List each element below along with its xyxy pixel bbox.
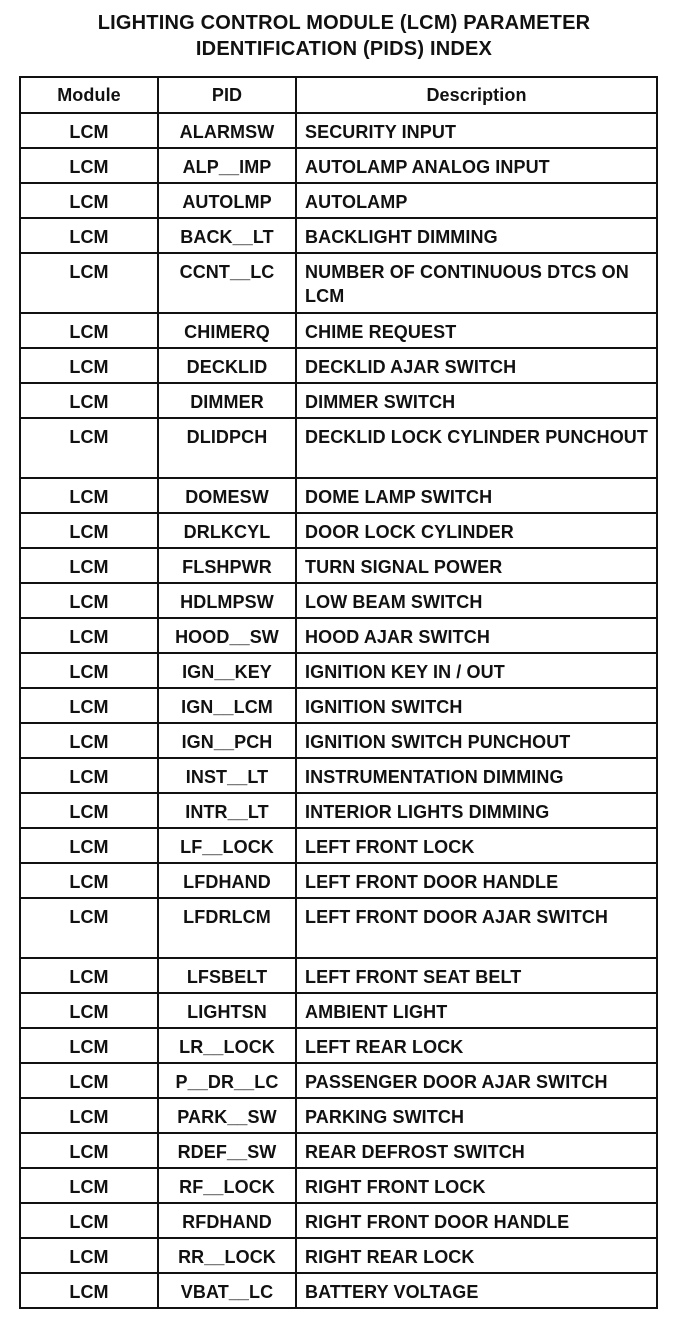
table-row [20,1133,657,1168]
cell-pid: DLIDPCH [158,418,296,478]
cell-description: IGNITION SWITCH [296,688,657,723]
cell-module: LCM [20,1238,158,1273]
cell-pid: RDEF__SW [158,1133,296,1168]
table-row [20,958,657,993]
table-row [20,1273,657,1308]
cell-module: LCM [20,993,158,1028]
column-header-description: Description [296,77,657,113]
cell-description: AUTOLAMP [296,183,657,218]
cell-description: PASSENGER DOOR AJAR SWITCH [296,1063,657,1098]
cell-module: LCM [20,548,158,583]
cell-description: HOOD AJAR SWITCH [296,618,657,653]
table-row [20,1238,657,1273]
cell-pid: DIMMER [158,383,296,418]
cell-module: LCM [20,513,158,548]
cell-pid: BACK__LT [158,218,296,253]
table-row [20,723,657,758]
cell-module: LCM [20,1028,158,1063]
cell-module: LCM [20,1063,158,1098]
cell-pid: P__DR__LC [158,1063,296,1098]
cell-module: LCM [20,148,158,183]
table-row [20,513,657,548]
table-row [20,183,657,218]
table-row [20,548,657,583]
table-row [20,383,657,418]
page-title [0,10,688,62]
cell-module: LCM [20,1098,158,1133]
cell-pid: IGN__KEY [158,653,296,688]
cell-pid: CHIMERQ [158,313,296,348]
cell-module: LCM [20,113,158,148]
cell-module: LCM [20,723,158,758]
cell-description: DOME LAMP SWITCH [296,478,657,513]
cell-description: DECKLID AJAR SWITCH [296,348,657,383]
cell-module: LCM [20,1203,158,1238]
cell-pid: INST__LT [158,758,296,793]
cell-pid: LIGHTSN [158,993,296,1028]
cell-pid: FLSHPWR [158,548,296,583]
cell-description: NUMBER OF CONTINUOUS DTCS ON LCM [296,253,657,313]
page-title-line-2: IDENTIFICATION (PIDS) INDEX [195,38,493,60]
cell-pid: AUTOLMP [158,183,296,218]
cell-description: REAR DEFROST SWITCH [296,1133,657,1168]
table-row [20,793,657,828]
cell-pid: VBAT__LC [158,1273,296,1308]
cell-description: INTERIOR LIGHTS DIMMING [296,793,657,828]
cell-module: LCM [20,383,158,418]
cell-description: RIGHT FRONT LOCK [296,1168,657,1203]
table-row [20,1203,657,1238]
cell-module: LCM [20,253,158,313]
cell-description: BATTERY VOLTAGE [296,1273,657,1308]
cell-pid: DOMESW [158,478,296,513]
cell-module: LCM [20,1133,158,1168]
cell-pid: LFDHAND [158,863,296,898]
cell-module: LCM [20,478,158,513]
cell-module: LCM [20,828,158,863]
cell-pid: LFDRLCM [158,898,296,958]
table-row [20,688,657,723]
table-row [20,1098,657,1133]
table-row [20,478,657,513]
cell-description: SECURITY INPUT [296,113,657,148]
table-row [20,653,657,688]
cell-description: LEFT FRONT LOCK [296,828,657,863]
cell-description: AMBIENT LIGHT [296,993,657,1028]
cell-description: DIMMER SWITCH [296,383,657,418]
table-row [20,313,657,348]
cell-module: LCM [20,863,158,898]
cell-pid: HDLMPSW [158,583,296,618]
cell-module: LCM [20,348,158,383]
cell-description: DOOR LOCK CYLINDER [296,513,657,548]
cell-description: LOW BEAM SWITCH [296,583,657,618]
table-row [20,1168,657,1203]
cell-description: LEFT FRONT DOOR AJAR SWITCH [296,898,657,958]
table-row [20,1063,657,1098]
table-row [20,1028,657,1063]
cell-description: CHIME REQUEST [296,313,657,348]
cell-module: LCM [20,618,158,653]
cell-pid: IGN__PCH [158,723,296,758]
table-row [20,218,657,253]
cell-module: LCM [20,313,158,348]
cell-module: LCM [20,418,158,478]
cell-module: LCM [20,1273,158,1308]
cell-description: LEFT REAR LOCK [296,1028,657,1063]
cell-description: INSTRUMENTATION DIMMING [296,758,657,793]
cell-pid: RFDHAND [158,1203,296,1238]
cell-pid: IGN__LCM [158,688,296,723]
cell-description: IGNITION SWITCH PUNCHOUT [296,723,657,758]
cell-description: RIGHT REAR LOCK [296,1238,657,1273]
cell-module: LCM [20,583,158,618]
cell-module: LCM [20,688,158,723]
cell-module: LCM [20,183,158,218]
cell-description: RIGHT FRONT DOOR HANDLE [296,1203,657,1238]
cell-description: LEFT FRONT DOOR HANDLE [296,863,657,898]
cell-module: LCM [20,898,158,958]
cell-module: LCM [20,1168,158,1203]
cell-description: TURN SIGNAL POWER [296,548,657,583]
cell-pid: RR__LOCK [158,1238,296,1273]
table-row [20,898,657,958]
cell-description: PARKING SWITCH [296,1098,657,1133]
cell-pid: DECKLID [158,348,296,383]
cell-pid: LFSBELT [158,958,296,993]
table-row [20,758,657,793]
table-row [20,863,657,898]
cell-description: AUTOLAMP ANALOG INPUT [296,148,657,183]
cell-module: LCM [20,218,158,253]
cell-module: LCM [20,793,158,828]
table-row [20,583,657,618]
cell-module: LCM [20,958,158,993]
table-header-row [20,77,657,113]
table-row [20,253,657,313]
pid-index-table [19,76,658,1309]
table-row [20,348,657,383]
table-body [20,113,657,1308]
cell-pid: CCNT__LC [158,253,296,313]
table-row [20,418,657,478]
cell-pid: PARK__SW [158,1098,296,1133]
table-row [20,828,657,863]
table-row [20,618,657,653]
cell-description: BACKLIGHT DIMMING [296,218,657,253]
cell-pid: HOOD__SW [158,618,296,653]
cell-pid: RF__LOCK [158,1168,296,1203]
cell-module: LCM [20,758,158,793]
table-row [20,113,657,148]
cell-pid: LF__LOCK [158,828,296,863]
page-title-line-1: LIGHTING CONTROL MODULE (LCM) PARAMETER [97,12,591,34]
cell-description: LEFT FRONT SEAT BELT [296,958,657,993]
cell-description: IGNITION KEY IN / OUT [296,653,657,688]
table-row [20,993,657,1028]
cell-pid: LR__LOCK [158,1028,296,1063]
cell-description: DECKLID LOCK CYLINDER PUNCHOUT [296,418,657,478]
table-row [20,148,657,183]
cell-pid: ALP__IMP [158,148,296,183]
column-header-module: Module [20,77,158,113]
column-header-pid: PID [158,77,296,113]
cell-pid: DRLKCYL [158,513,296,548]
cell-module: LCM [20,653,158,688]
cell-pid: INTR__LT [158,793,296,828]
cell-pid: ALARMSW [158,113,296,148]
